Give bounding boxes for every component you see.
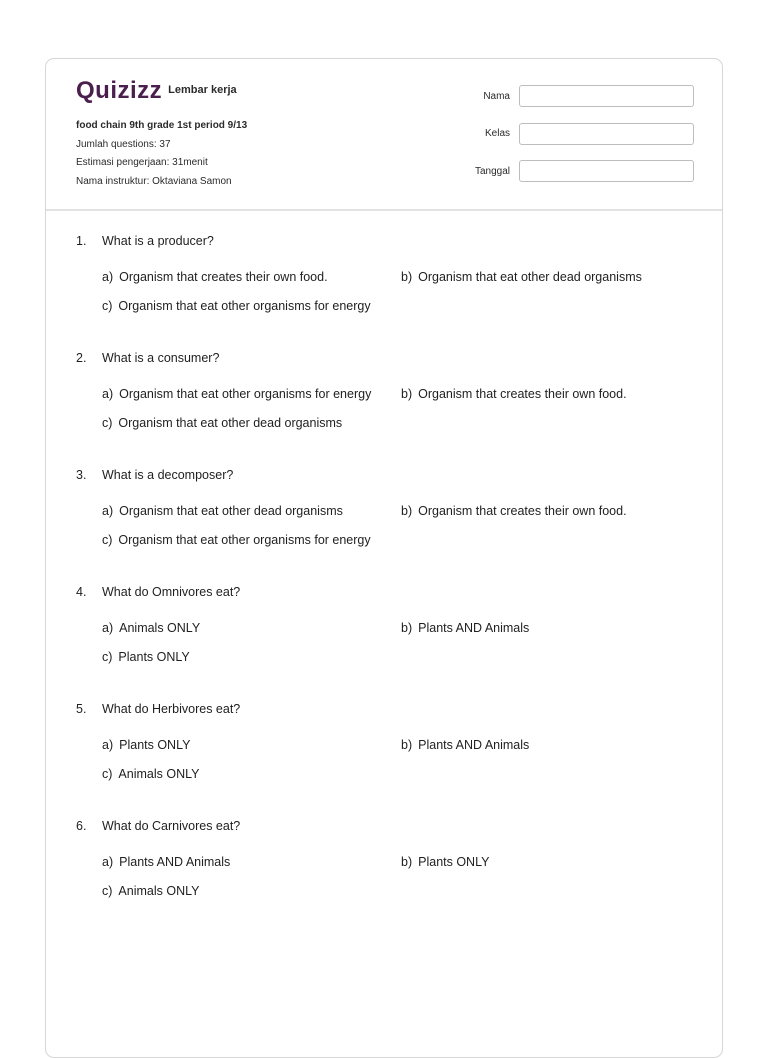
option-text: Plants AND Animals (418, 738, 530, 752)
answer-option (401, 501, 721, 521)
answer-option (102, 735, 401, 755)
answer-options (102, 618, 696, 667)
option-text: Plants AND Animals (119, 855, 231, 869)
option-letter: c) (102, 884, 113, 898)
question-header (76, 465, 696, 485)
name-field-label: Nama (483, 90, 510, 102)
question-text: What is a producer? (102, 234, 214, 248)
answer-option (102, 618, 401, 638)
question-item (76, 816, 696, 933)
question-text: What do Omnivores eat? (102, 585, 241, 599)
question-header (76, 699, 696, 719)
question-number: 2. (76, 351, 87, 365)
instructor-name: Nama instruktur: Oktaviana Samon (76, 175, 232, 187)
answer-options (102, 735, 696, 784)
answer-option (102, 764, 401, 784)
question-number: 3. (76, 468, 87, 482)
question-list (76, 231, 696, 933)
answer-option (102, 267, 401, 287)
worksheet-header (46, 59, 722, 211)
answer-option (102, 852, 401, 872)
question-item (76, 699, 696, 816)
answer-option (401, 384, 721, 404)
answer-option (102, 501, 401, 521)
brand (76, 79, 237, 103)
option-letter: b) (401, 855, 413, 869)
question-header (76, 582, 696, 602)
option-letter: b) (401, 504, 413, 518)
option-letter: a) (102, 855, 114, 869)
answer-option (401, 852, 721, 872)
option-letter: c) (102, 650, 113, 664)
option-letter: b) (401, 738, 413, 752)
option-text: Organism that creates their own food. (119, 270, 328, 284)
answer-options (102, 852, 696, 901)
option-letter: c) (102, 416, 113, 430)
answer-option (401, 735, 721, 755)
date-field-label: Tanggal (474, 165, 510, 177)
question-text: What do Herbivores eat? (102, 702, 241, 716)
option-text: Organism that eat other dead organisms (418, 270, 642, 284)
option-letter: a) (102, 738, 114, 752)
question-count: Jumlah questions: 37 (76, 138, 171, 150)
answer-option (401, 618, 721, 638)
answer-options (102, 267, 696, 316)
option-text: Plants ONLY (118, 650, 190, 664)
question-number: 6. (76, 819, 87, 833)
question-item (76, 231, 696, 348)
option-text: Animals ONLY (119, 621, 201, 635)
answer-options (102, 501, 696, 550)
option-text: Organism that eat other organisms for energy (118, 533, 371, 547)
option-text: Organism that eat other organisms for energy (119, 387, 372, 401)
name-field-row (446, 85, 694, 107)
date-field-row (446, 160, 694, 182)
class-field-row (446, 123, 694, 145)
option-text: Plants AND Animals (418, 621, 530, 635)
answer-option (102, 384, 401, 404)
question-item (76, 465, 696, 582)
question-header (76, 348, 696, 368)
answer-option (102, 413, 401, 433)
option-text: Organism that creates their own food. (418, 387, 627, 401)
answer-option (102, 881, 401, 901)
date-field[interactable] (519, 160, 694, 182)
name-field[interactable] (519, 85, 694, 107)
option-text: Organism that eat other dead organisms (119, 504, 343, 518)
option-text: Plants ONLY (119, 738, 191, 752)
time-estimate: Estimasi pengerjaan: 31menit (76, 157, 208, 168)
student-info-fields (446, 85, 694, 198)
option-letter: a) (102, 621, 114, 635)
option-letter: c) (102, 767, 113, 781)
question-number: 4. (76, 585, 87, 599)
answer-option (102, 647, 401, 667)
option-text: Organism that creates their own food. (418, 504, 627, 518)
question-header (76, 816, 696, 836)
worksheet-page (45, 58, 723, 1058)
worksheet-meta (76, 117, 247, 191)
option-text: Organism that eat other organisms for energy (118, 299, 371, 313)
question-item (76, 348, 696, 465)
question-header (76, 231, 696, 251)
option-letter: a) (102, 504, 114, 518)
option-letter: b) (401, 621, 413, 635)
question-item (76, 582, 696, 699)
question-number: 5. (76, 702, 87, 716)
option-text: Organism that eat other dead organisms (118, 416, 343, 430)
class-field[interactable] (519, 123, 694, 145)
sheet-type-label: Lembar kerja (168, 84, 237, 96)
answer-options (102, 384, 696, 433)
option-text: Plants ONLY (418, 855, 490, 869)
question-text: What is a decomposer? (102, 468, 234, 482)
question-number: 1. (76, 234, 87, 248)
quizizz-logo: Quizizz (76, 77, 163, 104)
option-text: Animals ONLY (118, 767, 200, 781)
answer-option (102, 296, 401, 316)
option-letter: b) (401, 270, 413, 284)
answer-option (102, 530, 401, 550)
answer-option (401, 267, 721, 287)
option-letter: a) (102, 270, 114, 284)
option-letter: c) (102, 299, 113, 313)
question-text: What is a consumer? (102, 351, 220, 365)
option-letter: c) (102, 533, 113, 547)
question-text: What do Carnivores eat? (102, 819, 241, 833)
option-text: Animals ONLY (118, 884, 200, 898)
worksheet-title: food chain 9th grade 1st period 9/13 (76, 120, 248, 131)
option-letter: b) (401, 387, 413, 401)
option-letter: a) (102, 387, 114, 401)
class-field-label: Kelas (484, 128, 510, 139)
